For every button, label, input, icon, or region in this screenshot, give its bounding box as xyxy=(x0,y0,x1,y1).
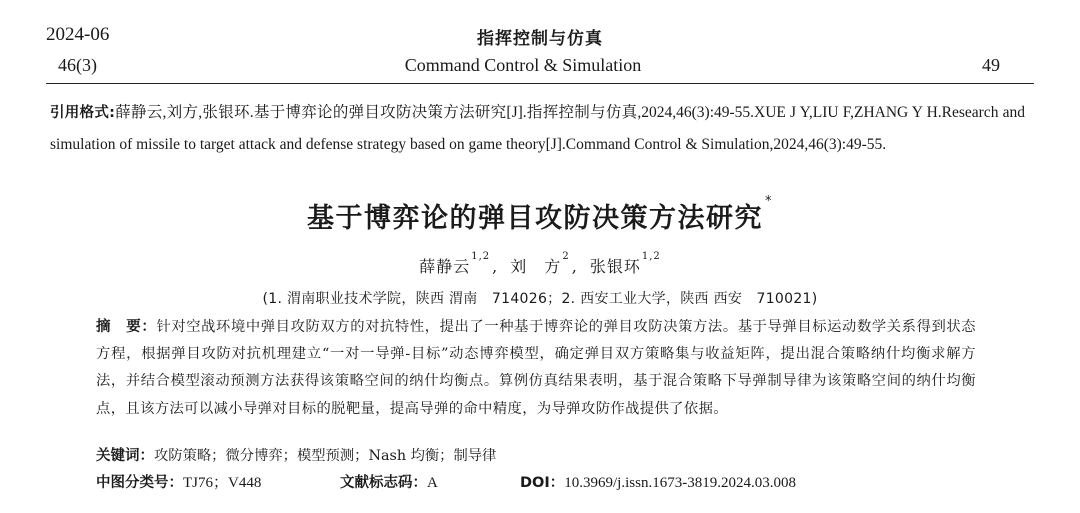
author-affiliation-mark: 1,2 xyxy=(641,251,661,262)
issue-date: 2024-06 xyxy=(46,24,110,45)
author-name: 张银环 xyxy=(589,257,641,276)
clc-label: 中图分类号： xyxy=(96,475,183,491)
author-list: 薛静云$^{1,2}$, 刘 方$^2$, 张银环$^{1,2}$ xyxy=(419,251,661,276)
keywords-text: 攻防策略；微分博弈；模型预测；Nash 均衡；制导律 xyxy=(154,448,497,464)
journal-name-cn: 指挥控制与仿真 xyxy=(477,29,603,49)
title-footnote-mark: * xyxy=(765,194,773,209)
paper-title-text: 基于博弈论的弹目攻防决策方法研究 xyxy=(307,203,763,234)
running-header-bottom xyxy=(46,55,1000,79)
doi-label: DOI： xyxy=(520,475,565,491)
keywords xyxy=(96,443,976,469)
citation-format xyxy=(50,97,1025,160)
paper-title xyxy=(0,196,1080,235)
doi xyxy=(520,470,796,496)
author-affiliation-mark: 2 xyxy=(562,251,570,262)
clc-value: TJ76；V448 xyxy=(183,475,262,491)
page-number: 49 xyxy=(982,55,1000,75)
running-header-top xyxy=(46,24,1034,50)
document-code xyxy=(340,470,438,496)
clc-number xyxy=(96,470,261,496)
citation-label: 引用格式: xyxy=(50,105,115,121)
abstract xyxy=(96,314,976,423)
doi-value: 10.3969/j.issn.1673-3819.2024.03.008 xyxy=(564,475,796,491)
author-name: 刘 方 xyxy=(510,257,562,276)
abstract-label: 摘 要： xyxy=(96,319,157,335)
keywords-label: 关键词： xyxy=(96,448,154,464)
citation-text: 薛静云,刘方,张银环.基于博弈论的弹目攻防决策方法研究[J].指挥控制与仿真,2024,46(3):49-55.XUE J Y,LIU F,ZHANG Y H.Research and simulation of missile to target attack and defense strategy based on game theory[J].Command Control & Simulation,2024,46(3):49-55. xyxy=(50,104,1025,153)
journal-name-en: Command Control & Simulation xyxy=(404,55,642,75)
author-affiliation-mark: 1,2 xyxy=(471,251,491,262)
document-code-label: 文献标志码： xyxy=(340,475,427,491)
classification-line xyxy=(96,470,996,496)
affiliations: (1. 渭南职业技术学院，陕西 渭南 714026；2. 西安工业大学，陕西 西安 710021) xyxy=(262,291,818,307)
author-name: 薛静云 xyxy=(419,257,471,276)
document-code-value: A xyxy=(427,475,438,491)
abstract-text: 针对空战环境中弹目攻防双方的对抗特性，提出了一种基于博弈论的弹目攻防决策方法。基于导弹目标运动数学关系得到状态方程，根据弹目攻防对抗机理建立“一对一导弹-目标”动态博弈模型，确定弹目双方策略集与收益矩阵，提出混合策略纳什均衡求解方法，并结合模型滚动预测方法获得该策略空间的纳什均衡点。算例仿真结果表明，基于混合策略下导弹制导律为该策略空间的纳什均衡点，且该方法可以减小导弹对目标的脱靶量，提高导弹的命中精度，为导弹攻防作战提供了依据。 xyxy=(96,319,976,417)
header-divider xyxy=(46,83,1034,84)
volume-issue: 46(3) xyxy=(58,55,97,75)
